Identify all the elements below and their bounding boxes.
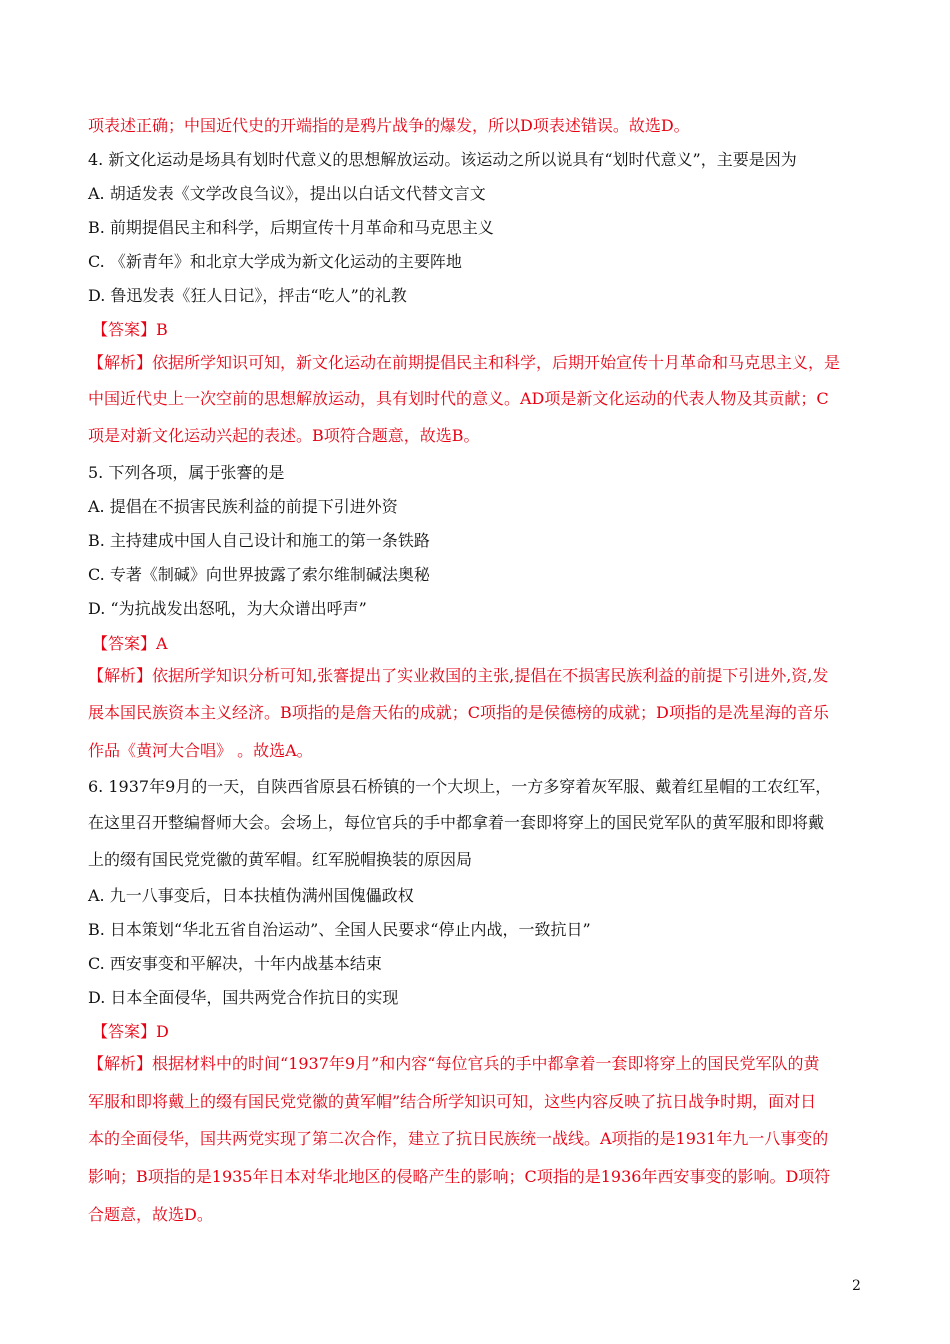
question-line: D. 日本全面侵华，国共两党合作抗日的实现 xyxy=(88,988,399,1007)
analysis-label: 【解析】 xyxy=(88,1054,153,1073)
question-line: C. 《新青年》和北京大学成为新文化运动的主要阵地 xyxy=(88,252,462,271)
explanation-line: 合题意，故选D。 xyxy=(88,1205,213,1224)
answer-value: B xyxy=(156,320,168,339)
explanation-line: 军服和即将戴上的缀有国民党党徽的黄军帽”结合所学知识可知，这些内容反映了抗日战争时期，面对日 xyxy=(88,1092,817,1111)
explanation-line: 影响；B项指的是1935年日本对华北地区的侵略产生的影响；C项指的是1936年西安事变的影响。D项符 xyxy=(88,1167,831,1186)
answer-value: D xyxy=(156,1022,169,1041)
question-line: B. 前期提倡民主和科学，后期宣传十月革命和马克思主义 xyxy=(88,218,494,237)
answer-line xyxy=(92,1021,882,1043)
question-line: B. 主持建成中国人自己设计和施工的第一条铁路 xyxy=(88,531,430,550)
question-line: 6. 1937年9月的一天，自陕西省原县石桥镇的一个大坝上，一方多穿着灰军服、戴着红星帽的工农红军， xyxy=(88,777,832,796)
question-line: D. 鲁迅发表《狂人日记》，抨击“吃人”的礼教 xyxy=(88,286,407,305)
answer-label: 【答案】 xyxy=(92,634,157,653)
question-line: A. 胡适发表《文学改良刍议》，提出以白话文代替文言文 xyxy=(88,184,486,203)
question-line: C. 专著《制碱》向世界披露了索尔维制碱法奥秘 xyxy=(88,565,430,584)
analysis-line xyxy=(88,665,878,687)
analysis-line xyxy=(88,1053,878,1075)
analysis-label: 【解析】 xyxy=(88,353,153,372)
answer-line xyxy=(92,633,882,655)
question-line: 5. 下列各项，属于张謇的是 xyxy=(88,463,285,482)
analysis-text: 依据所学知识分析可知,张謇提出了实业救国的主张,提倡在不损害民族利益的前提下引进外,资,发 xyxy=(152,666,829,685)
explanation-line: 中国近代史上一次空前的思想解放运动，具有划时代的意义。AD项是新文化运动的代表人物及其贡献；C xyxy=(88,389,829,408)
answer-value: A xyxy=(156,634,168,653)
question-line: A. 九一八事变后，日本扶植伪满州国傀儡政权 xyxy=(88,886,414,905)
explanation-line: 展本国民族资本主义经济。B项指的是詹天佑的成就；C项指的是侯德榜的成就；D项指的是冼星海的音乐 xyxy=(88,703,829,722)
question-line: B. 日本策划“华北五省自治运动”、全国人民要求“停止内战，一致抗日” xyxy=(88,920,591,939)
analysis-text: 依据所学知识可知，新文化运动在前期提倡民主和科学，后期开始宣传十月革命和马克思主义，是 xyxy=(152,353,841,372)
answer-line xyxy=(92,319,882,341)
question-line: 上的缀有国民党党徽的黄军帽。红军脱帽换装的原因局 xyxy=(88,850,473,869)
explanation-line: 本的全面侵华，国共两党实现了第二次合作，建立了抗日民族统一战线。A项指的是1931年九一八事变的 xyxy=(88,1129,829,1148)
explanation-line: 作品《黄河大合唱》 。故选A。 xyxy=(88,741,313,760)
question-line: 4. 新文化运动是场具有划时代意义的思想解放运动。该运动之所以说具有“划时代意义”，主要是因为 xyxy=(88,150,797,169)
question-line: 在这里召开整编督师大会。会场上，每位官兵的手中都拿着一套即将穿上的国民党军队的黄军服和即将戴 xyxy=(88,813,825,832)
question-line: D. “为抗战发出怒吼，为大众谱出呼声” xyxy=(88,599,367,618)
explanation-line: 项表述正确；中国近代史的开端指的是鸦片战争的爆发，所以D项表述错误。故选D。 xyxy=(88,116,690,135)
question-line: C. 西安事变和平解决，十年内战基本结束 xyxy=(88,954,382,973)
analysis-label: 【解析】 xyxy=(88,666,153,685)
explanation-line: 项是对新文化运动兴起的表述。B项符合题意，故选B。 xyxy=(88,426,480,445)
question-line: A. 提倡在不损害民族利益的前提下引进外资 xyxy=(88,497,398,516)
analysis-line xyxy=(88,352,878,374)
answer-label: 【答案】 xyxy=(92,320,157,339)
answer-label: 【答案】 xyxy=(92,1022,157,1041)
page-number: 2 xyxy=(852,1278,861,1294)
analysis-text: 根据材料中的时间“1937年9月”和内容“每位官兵的手中都拿着一套即将穿上的国民党军队的黄 xyxy=(152,1054,820,1073)
